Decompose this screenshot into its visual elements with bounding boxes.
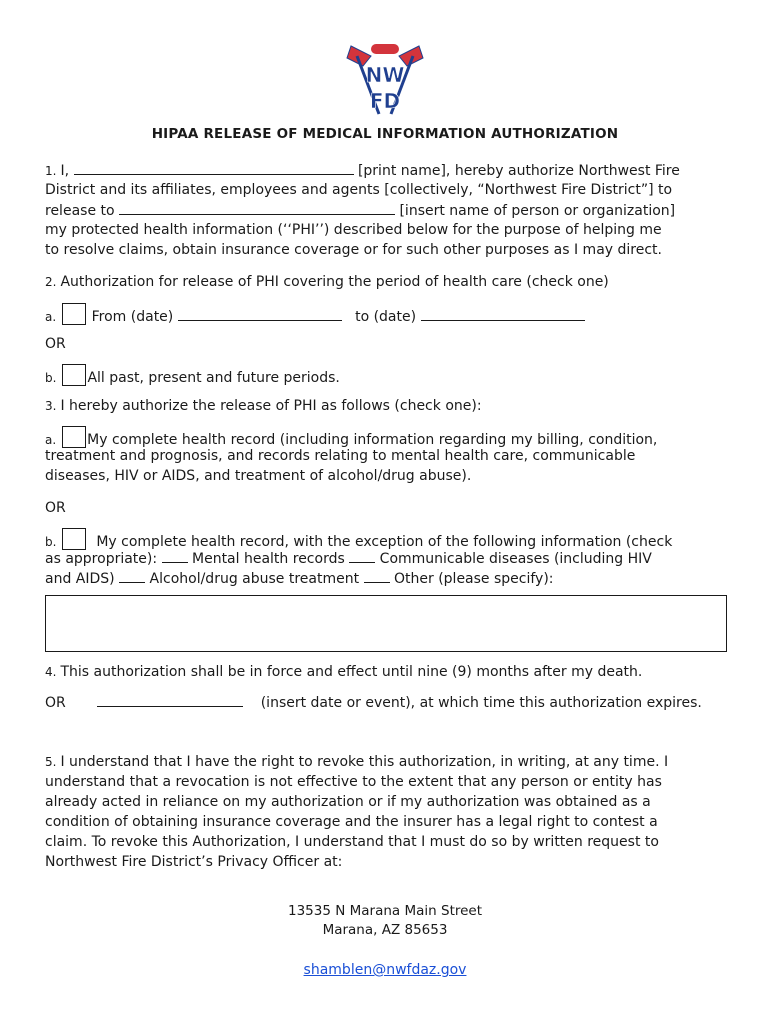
section-5-line-5: claim. To revoke this Authorization, I understand that I must do so by written request to: [45, 834, 659, 850]
address-street: 13535 N Marana Main Street: [287, 903, 483, 919]
section-3-heading: 3. I hereby authorize the release of PHI as follows (check one):: [45, 398, 482, 414]
svg-text:NW: NW: [365, 63, 405, 87]
communicable-check-field[interactable]: [349, 548, 375, 563]
recipient-name-field[interactable]: [119, 200, 395, 215]
section-1-line-3: release to [insert name of person or organization]: [45, 200, 675, 221]
section-3-option-a: a. My complete health record (including information regarding my billing, condition,: [45, 426, 657, 450]
other-check-field[interactable]: [364, 568, 390, 583]
from-date-checkbox[interactable]: [62, 303, 86, 325]
from-date-field[interactable]: [178, 306, 342, 321]
all-periods-checkbox[interactable]: [62, 364, 86, 386]
mental-health-check-field[interactable]: [162, 548, 188, 563]
complete-record-checkbox[interactable]: [62, 426, 86, 448]
section-5-line-1: 5. I understand that I have the right to revoke this authorization, in writing, at any time. I: [45, 754, 669, 770]
record-with-exceptions-checkbox[interactable]: [62, 528, 86, 550]
section-5-line-4: condition of obtaining insurance coverage and the insurer has a legal right to contest a: [45, 814, 658, 830]
section-4-heading: 4. This authorization shall be in force and effect until nine (9) months after my death.: [45, 664, 643, 680]
other-specify-textbox[interactable]: [45, 595, 727, 652]
section-2-heading: 2. Authorization for release of PHI covering the period of health care (check one): [45, 274, 609, 290]
expiration-event-field[interactable]: [97, 692, 243, 707]
section-1-line-2: District and its affiliates, employees and agents [collectively, “Northwest Fire District”] to: [45, 182, 673, 198]
section-3-a-line-3: diseases, HIV or AIDS, and treatment of alcohol/drug abuse).: [45, 468, 472, 484]
section-1-line-4: my protected health information (‘‘PHI’’) described below for the purpose of helping me: [45, 222, 662, 238]
email-link[interactable]: shamblen@nwfdaz.gov: [303, 962, 467, 978]
section-2-option-b: b. All past, present and future periods.: [45, 364, 340, 388]
section-3-a-line-2: treatment and prognosis, and records relating to mental health care, communicable: [45, 448, 636, 464]
or-label: OR: [45, 336, 66, 352]
section-3-b-line-3: and AIDS) Alcohol/drug abuse treatment Other (please specify):: [45, 568, 554, 589]
print-name-field[interactable]: [74, 160, 354, 175]
nwfd-logo: [341, 42, 429, 118]
page-title: HIPAA RELEASE OF MEDICAL INFORMATION AUTHORIZATION: [151, 126, 619, 142]
section-4-or-line: OR (insert date or event), at which time this authorization expires.: [45, 692, 702, 713]
svg-text:FD: FD: [369, 89, 401, 113]
section-5-line-6: Northwest Fire District’s Privacy Officer at:: [45, 854, 343, 870]
section-1-line-1: 1. I, [print name], hereby authorize Northwest Fire: [45, 160, 680, 181]
alcohol-check-field[interactable]: [119, 568, 145, 583]
section-5-line-2: understand that a revocation is not effective to the extent that any person or entity has: [45, 774, 662, 790]
address-city: Marana, AZ 85653: [322, 922, 448, 938]
section-2-option-a: a. From (date) to (date): [45, 303, 585, 327]
or-label: OR: [45, 500, 66, 516]
to-date-field[interactable]: [421, 306, 585, 321]
section-3-b-line-2: as appropriate): Mental health records Communicable diseases (including HIV: [45, 548, 652, 569]
section-5-line-3: already acted in reliance on my authorization or if my authorization was obtained as a: [45, 794, 651, 810]
section-1-line-5: to resolve claims, obtain insurance coverage or for such other purposes as I may direct.: [45, 242, 662, 258]
section-3-option-b: b. My complete health record, with the exception of the following information (check: [45, 528, 672, 552]
section-number: 1.: [45, 164, 57, 178]
email-link-row: [0, 962, 770, 978]
